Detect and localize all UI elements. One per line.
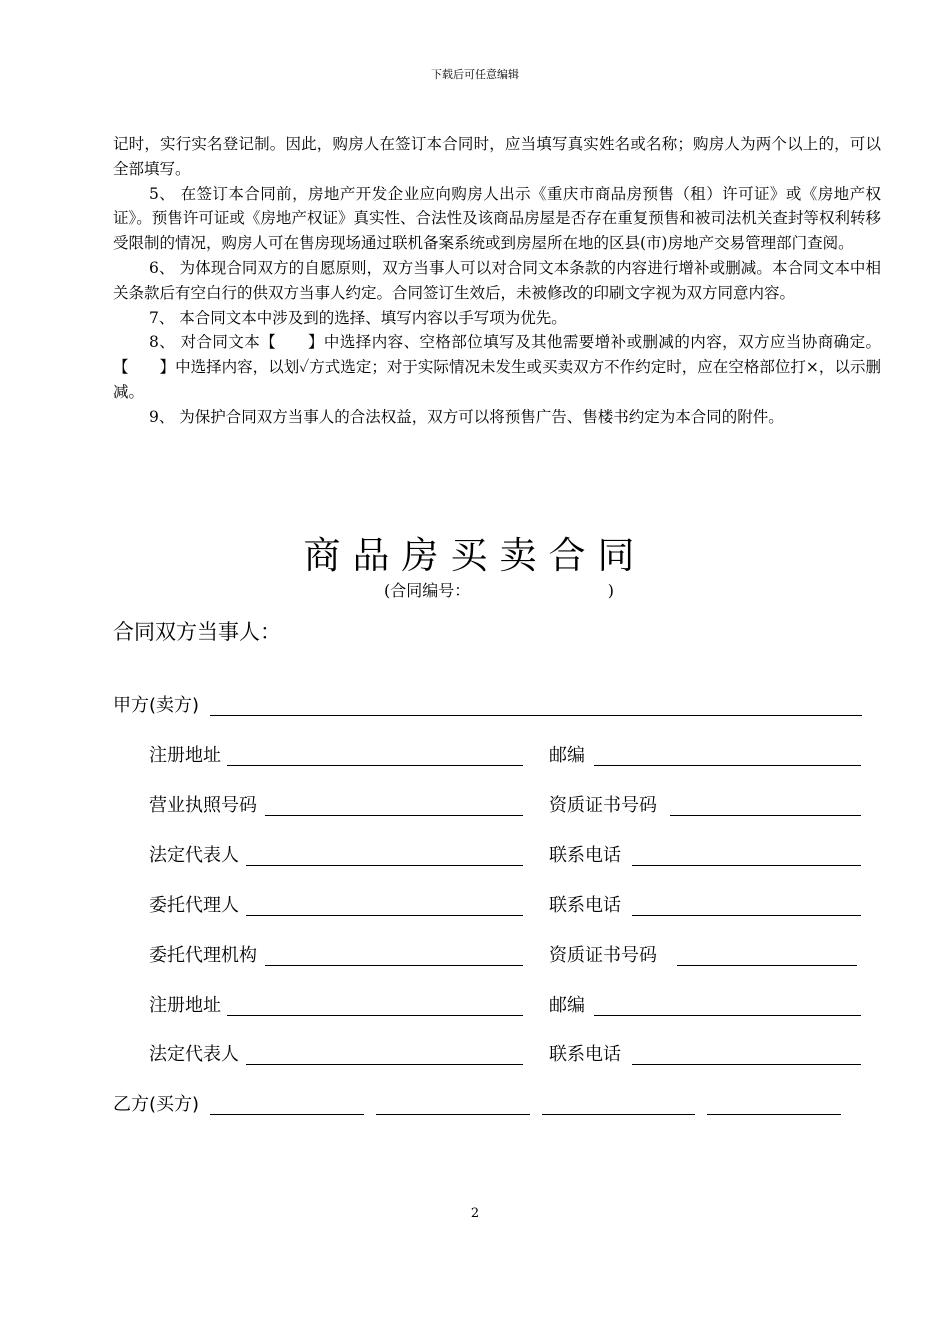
buyer-name-field[interactable] [707,1114,841,1115]
agency-cert-field[interactable] [677,965,857,966]
contract-number-close: ) [607,581,614,600]
note-paragraph: 7、 本合同文本中涉及到的选择、填写内容以手写项为优先。 [149,308,567,327]
note-paragraph: 记时，实行实名登记制。因此，购房人在签订本合同时，应当填写真实姓名或名称；购房人为两个以上的，可以全部填写。 [113,135,881,178]
buyer-name-field[interactable] [376,1114,530,1115]
instructions-section [113,132,881,430]
postcode-label: 邮编 [549,745,585,766]
agency-legal-rep-label: 法定代表人 [149,1044,239,1065]
note-paragraph: 8、 对合同文本【 】中选择内容、空格部位填写及其他需要增补或删减的内容，双方应当协商确定。【 】中选择内容，以划✓方式选定；对于实际情况未发生或买卖双方不作约定时，应在空格部位打×，以示删减。 [113,333,881,401]
agency-address-field[interactable] [227,1015,523,1016]
note-paragraph: 6、 为体现合同双方的自愿原则，双方当事人可以对合同文本条款的内容进行增补或删减。本合同文本中相关条款后有空白行的供双方当事人约定。合同签订生效后，未被修改的印刷文字视为双方同意内容。 [113,258,881,302]
registered-address-label: 注册地址 [149,745,221,766]
agent-field[interactable] [246,915,523,916]
registered-address-field[interactable] [227,765,523,766]
agent-phone-label: 联系电话 [549,895,621,916]
agency-field[interactable] [265,965,523,966]
note-paragraph: 9、 为保护合同双方当事人的合法权益，双方可以将预售广告、售楼书约定为本合同的附件。 [149,407,784,426]
seller-label: 甲方(卖方) [113,695,200,716]
agent-label: 委托代理人 [149,895,239,916]
contract-number-label: (合同编号： [384,581,471,600]
buyer-label: 乙方(买方) [113,1094,200,1115]
note-paragraph: 5、 在签订本合同前，房地产开发企业应向购房人出示《重庆市商品房预售（租）许可证》或《房地产权证》。预售许可证或《房地产权证》真实性、合法性及该商品房屋是否存在重复预售和被司法机关查封等权利转移受限制的情况，购房人可在售房现场通过联机备案系统或到房屋所在地的区县(市)房地产交易管理部门查阅。 [113,184,881,253]
agency-legal-rep-field[interactable] [246,1064,523,1065]
business-license-label: 营业执照号码 [149,795,257,816]
agency-postcode-label: 邮编 [549,995,585,1016]
agency-phone-label: 联系电话 [549,1044,621,1065]
agency-postcode-field[interactable] [594,1015,861,1016]
qualification-cert-label: 资质证书号码 [549,795,657,816]
legal-representative-field[interactable] [246,865,523,866]
legal-representative-label: 法定代表人 [149,845,239,866]
postcode-field[interactable] [594,765,861,766]
header-note: 下载后可任意编辑 [431,68,519,81]
business-license-field[interactable] [265,815,523,816]
qualification-cert-field[interactable] [670,815,861,816]
agency-label: 委托代理机构 [149,945,257,966]
agent-phone-field[interactable] [632,915,861,916]
phone-field[interactable] [632,865,861,866]
agency-phone-field[interactable] [632,1064,861,1065]
buyer-name-field[interactable] [542,1114,695,1115]
page-number: 2 [470,1206,480,1221]
seller-name-field[interactable] [210,715,862,716]
parties-title: 合同双方当事人： [113,620,281,644]
agency-address-label: 注册地址 [149,995,221,1016]
buyer-name-field[interactable] [210,1114,364,1115]
agency-cert-label: 资质证书号码 [549,945,657,966]
contract-title: 商品房买卖合同 [303,534,647,577]
phone-label: 联系电话 [549,845,621,866]
